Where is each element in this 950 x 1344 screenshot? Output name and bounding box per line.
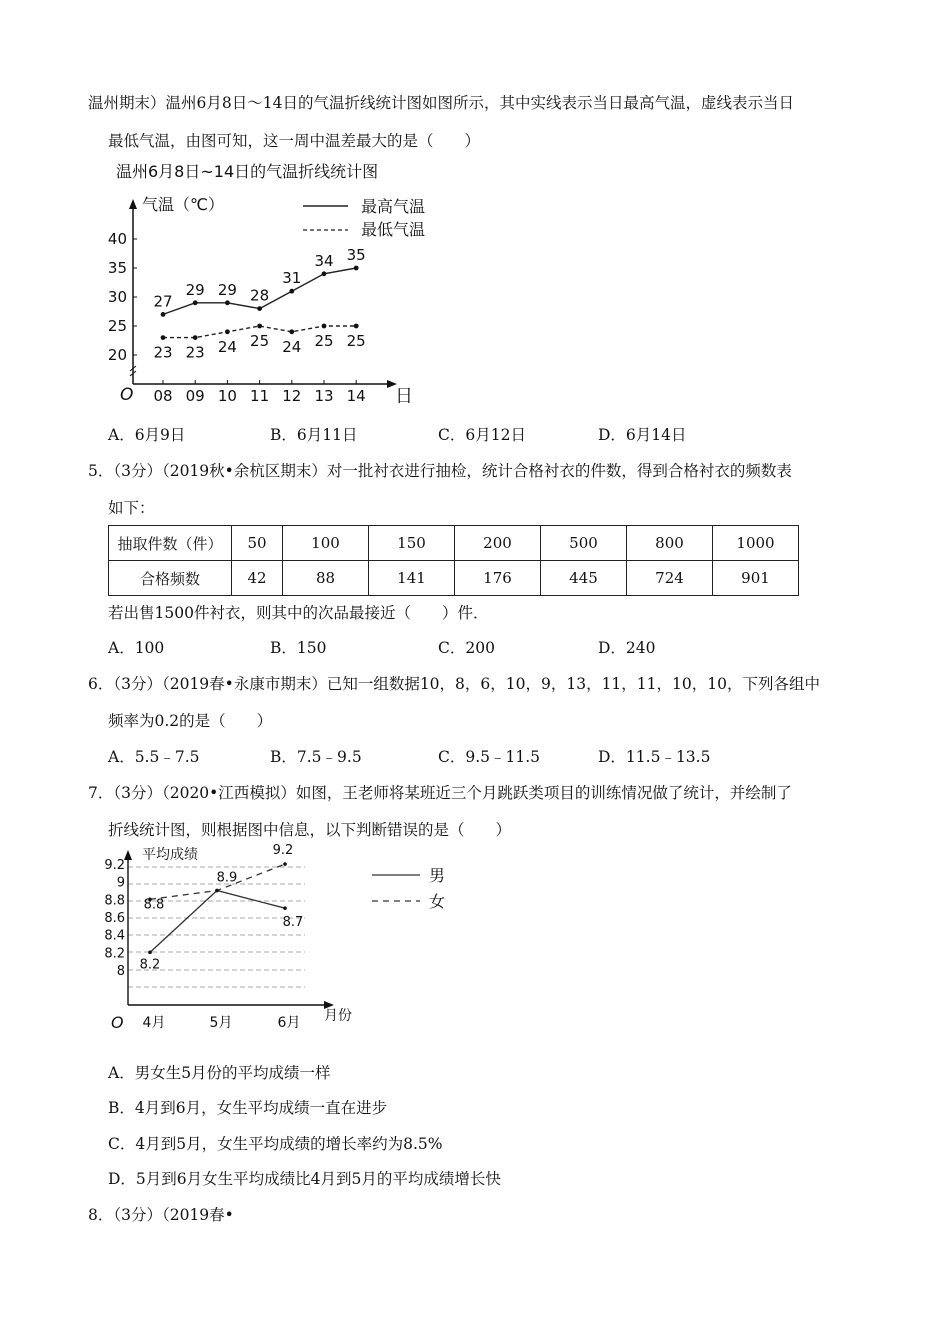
q4-option-a[interactable]: A．6月9日 <box>108 426 186 444</box>
chart1-x-tick-label: 12 <box>282 387 302 405</box>
table-cell: 200 <box>455 526 541 561</box>
chart2-female-label: 8.8 <box>143 897 165 913</box>
chart1-x-tick-label: 11 <box>250 387 270 405</box>
chart2-legend-female: 女 <box>429 892 446 911</box>
chart1-low-label: 23 <box>185 343 205 362</box>
q8-stem: 8．（3分）（2019春• <box>88 1206 234 1224</box>
q4-stem-line1: 温州期末）温州6月8日～14日的气温折线统计图如图所示，其中实线表示当日最高气温，虚线表示当日 <box>88 94 794 112</box>
chart1-high-label: 29 <box>185 280 205 299</box>
chart1-low-point <box>193 335 198 340</box>
chart2-legend-male: 男 <box>429 866 446 885</box>
score-chart <box>100 842 460 1037</box>
chart2-y-tick-label: 9 <box>116 875 125 891</box>
chart1-y-tick-label: 40 <box>108 230 127 248</box>
q6-option-c[interactable]: C．9.5﹣11.5 <box>438 748 541 766</box>
chart1-y-tick-label: 35 <box>108 259 127 277</box>
chart1-x-tick-label: 14 <box>346 387 366 405</box>
table-cell: 445 <box>541 561 627 596</box>
table-row <box>109 526 799 561</box>
chart1-low-point <box>161 335 166 340</box>
q5-question: 若出售1500件衬衣，则其中的次品最接近（ ）件． <box>108 604 489 622</box>
chart2-y-tick-label: 8.6 <box>104 911 125 927</box>
q6-option-d[interactable]: D．11.5﹣13.5 <box>598 748 711 766</box>
chart1-low-label: 23 <box>153 343 173 362</box>
chart1-origin: O <box>120 385 134 405</box>
q5-stem-line1: 5．（3分）（2019秋•余杭区期末）对一批衬衣进行抽检，统计合格衬衣的件数，得到合格衬衣的频数表 <box>88 462 792 480</box>
table-cell: 724 <box>627 561 713 596</box>
chart1-x-tick-label: 10 <box>217 387 237 405</box>
chart1-high-point <box>161 312 166 317</box>
table-cell: 176 <box>455 561 541 596</box>
chart1-legend-low: 最低气温 <box>361 220 426 239</box>
chart1-low-point <box>354 324 359 329</box>
table-cell: 50 <box>232 526 283 561</box>
chart1-low-label: 25 <box>250 332 270 350</box>
q5-option-a[interactable]: A．100 <box>108 639 165 657</box>
chart2-y-tick-label: 8.8 <box>104 893 125 909</box>
table-header-cell: 合格频数 <box>109 561 232 596</box>
chart2-female-point <box>283 862 287 866</box>
q7-stem-line1: 7．（3分）（2020•江西模拟）如图，王老师将某班近三个月跳跃类项目的训练情况做了统计，并绘制了 <box>88 784 792 802</box>
temperature-chart <box>108 157 448 415</box>
chart1-high-label: 27 <box>153 292 173 311</box>
table-cell: 150 <box>369 526 455 561</box>
q6-stem-line2: 频率为0.2的是（ ） <box>108 712 273 730</box>
chart2-female-point <box>215 889 219 893</box>
chart1-low-label: 24 <box>217 337 237 356</box>
chart1-x-label: 日 <box>395 386 413 407</box>
chart2-male-point <box>283 906 287 910</box>
q5-option-c[interactable]: C．200 <box>438 639 495 657</box>
q7-option-c[interactable]: C．4月到5月，女生平均成绩的增长率约为8.5% <box>108 1135 443 1153</box>
table-cell: 42 <box>232 561 283 596</box>
q4-option-d[interactable]: D．6月14日 <box>598 426 687 444</box>
chart1-low-label: 25 <box>314 332 334 350</box>
q7-option-b[interactable]: B．4月到6月，女生平均成绩一直在进步 <box>108 1099 388 1117</box>
chart1-high-label: 34 <box>314 251 334 270</box>
table-cell: 800 <box>627 526 713 561</box>
chart1-high-point <box>193 300 198 305</box>
chart1-high-label: 28 <box>250 286 270 305</box>
q6-stem-line1: 6．（3分）（2019春•永康市期末）已知一组数据10，8，6，10，9，13，11，11，10，10，下列各组中 <box>88 675 820 693</box>
chart1-y-arrow <box>129 199 137 209</box>
chart1-high-point <box>257 306 262 311</box>
chart1-low-point <box>225 329 230 334</box>
table-cell: 88 <box>283 561 369 596</box>
chart2-x-label: 月份 <box>324 1008 352 1024</box>
chart2-y-tick-label: 8 <box>116 964 125 979</box>
q5-option-d[interactable]: D．240 <box>598 639 656 657</box>
chart1-high-point <box>354 266 359 271</box>
table-row <box>109 561 799 596</box>
table-cell: 500 <box>541 526 627 561</box>
q7-stem-line2: 折线统计图，则根据图中信息，以下判断错误的是（ ） <box>108 821 512 839</box>
chart2-x-tick-label: 5月 <box>209 1015 233 1031</box>
chart2-male-label: 8.9 <box>216 870 238 886</box>
q6-option-b[interactable]: B．7.5﹣9.5 <box>270 748 362 766</box>
chart1-x-tick-label: 13 <box>314 387 334 405</box>
q4-stem-line2: 最低气温，由图可知，这一周中温差最大的是（ ） <box>108 132 481 150</box>
chart1-y-tick-label: 20 <box>108 346 127 364</box>
chart2-male-point <box>148 951 152 955</box>
q6-option-a[interactable]: A．5.5﹣7.5 <box>108 748 200 766</box>
chart1-x-tick-label: 09 <box>185 387 205 405</box>
chart2-y-tick-label: 8.2 <box>104 946 125 962</box>
frequency-table <box>108 525 799 596</box>
chart1-high-point <box>289 289 294 294</box>
chart1-x-tick-label: 08 <box>153 387 173 405</box>
chart2-male-line <box>150 891 285 953</box>
chart1-high-label: 31 <box>282 269 302 288</box>
chart1-y-label: 气温（℃） <box>142 195 224 214</box>
chart2-male-label: 8.2 <box>139 957 161 973</box>
chart2-y-arrow <box>124 850 132 860</box>
chart2-y-tick-label: 8.4 <box>104 928 125 944</box>
chart1-low-point <box>322 324 327 329</box>
q7-option-d[interactable]: D．5月到6月女生平均成绩比4月到5月的平均成绩增长快 <box>108 1170 501 1188</box>
chart1-legend-high: 最高气温 <box>361 197 426 216</box>
table-cell: 141 <box>369 561 455 596</box>
chart2-male-label: 8.7 <box>282 915 304 931</box>
table-header-cell: 抽取件数（件） <box>109 526 232 561</box>
chart2-x-tick-label: 6月 <box>277 1015 301 1031</box>
table-cell: 100 <box>283 526 369 561</box>
chart1-y-tick-label: 30 <box>108 288 127 306</box>
chart2-y-tick-label: 9.2 <box>104 858 125 874</box>
table-cell: 1000 <box>713 526 799 561</box>
chart1-high-label: 29 <box>217 280 237 299</box>
chart1-series <box>153 246 365 362</box>
chart1-high-point <box>225 300 230 305</box>
chart2-x-tick-label: 4月 <box>142 1015 166 1031</box>
q4-option-c[interactable]: C．6月12日 <box>438 426 526 444</box>
chart1-low-label: 25 <box>346 332 366 350</box>
chart1-low-label: 24 <box>282 337 302 356</box>
chart1-y-tick-label: 25 <box>108 317 127 335</box>
q5-option-b[interactable]: B．150 <box>270 639 327 657</box>
q4-option-b[interactable]: B．6月11日 <box>270 426 358 444</box>
chart1-low-point <box>289 329 294 334</box>
chart1-high-label: 35 <box>346 246 366 264</box>
q5-stem-line2: 如下： <box>108 499 155 517</box>
table-cell: 901 <box>713 561 799 596</box>
chart2-y-label: 平均成绩 <box>142 847 198 863</box>
chart1-low-point <box>257 324 262 329</box>
chart2-origin: O <box>111 1013 124 1032</box>
chart1-high-point <box>322 271 327 276</box>
chart1-title: 温州6月8日~14日的气温折线统计图 <box>116 162 379 181</box>
chart2-female-label: 9.2 <box>272 843 294 859</box>
q7-option-a[interactable]: A．男女生5月份的平均成绩一样 <box>108 1064 331 1082</box>
